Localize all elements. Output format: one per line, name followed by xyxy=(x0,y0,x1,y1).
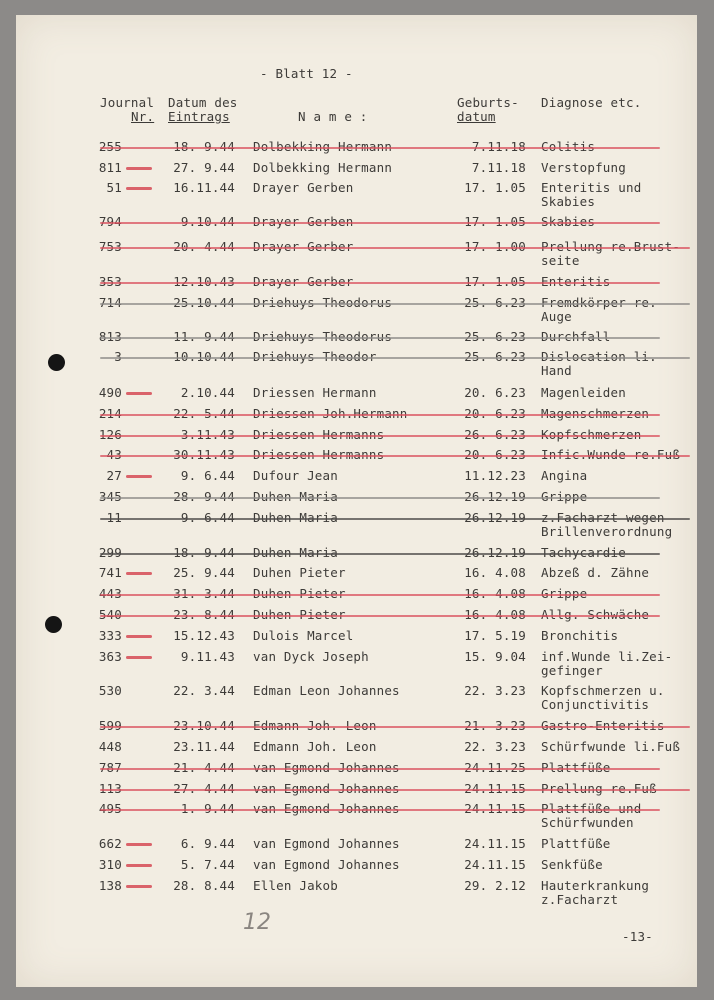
patient-name: Edman Leon Johannes xyxy=(253,683,400,698)
birth-date: 11.12.23 xyxy=(464,468,526,483)
diagnosis-line: Senkfüße xyxy=(541,857,603,872)
birth-date: 17. 1.05 xyxy=(464,180,526,195)
entry-date: 6. 9.44 xyxy=(180,836,235,851)
journal-nr: 530 xyxy=(98,683,122,698)
strike-line xyxy=(100,414,660,416)
red-check-mark xyxy=(126,885,152,888)
journal-nr: 448 xyxy=(98,739,122,754)
diagnosis-line: Hand xyxy=(541,363,572,378)
strike-line xyxy=(100,357,690,359)
journal-nr: 490 xyxy=(98,385,122,400)
strike-line xyxy=(100,615,660,617)
red-check-mark xyxy=(126,864,152,867)
birth-date: 16. 4.08 xyxy=(464,565,526,580)
diagnosis-line: gefinger xyxy=(541,663,603,678)
red-check-mark xyxy=(126,167,152,170)
birth-date: 24.11.15 xyxy=(464,857,526,872)
red-check-mark xyxy=(126,572,152,575)
header-geburt-1: Geburts- xyxy=(457,95,519,110)
entry-date: 9.11.43 xyxy=(180,649,235,664)
diagnosis-line: Kopfschmerzen u. xyxy=(541,683,665,698)
entry-date: 22. 3.44 xyxy=(173,683,235,698)
birth-date: 22. 3.23 xyxy=(464,683,526,698)
strike-line xyxy=(100,455,690,457)
diagnosis-line: Bronchitis xyxy=(541,628,619,643)
patient-name: Dulois Marcel xyxy=(253,628,354,643)
header-datum-1: Datum des xyxy=(168,95,238,110)
entry-date: 27. 9.44 xyxy=(173,160,235,175)
patient-name: Ellen Jakob xyxy=(253,878,338,893)
journal-nr: 27 xyxy=(106,468,122,483)
journal-nr: 363 xyxy=(98,649,122,664)
birth-date: 17. 5.19 xyxy=(464,628,526,643)
strike-line xyxy=(100,497,660,499)
red-check-mark xyxy=(126,187,152,190)
punch-hole xyxy=(48,354,65,371)
patient-name: Dufour Jean xyxy=(253,468,338,483)
strike-line xyxy=(100,518,690,520)
patient-name: Drayer Gerben xyxy=(253,180,354,195)
birth-date: 22. 3.23 xyxy=(464,739,526,754)
diagnosis-line: seite xyxy=(541,253,580,268)
header-datum-2: Eintrags xyxy=(168,109,230,124)
strike-line xyxy=(100,809,660,811)
header-geburt-2: datum xyxy=(457,109,496,124)
entry-date: 23.11.44 xyxy=(173,739,235,754)
patient-name: Edmann Joh. Leon xyxy=(253,739,377,754)
header-diagnose: Diagnose etc. xyxy=(541,95,642,110)
diagnosis-line: Magenleiden xyxy=(541,385,626,400)
journal-nr: 51 xyxy=(106,180,122,195)
journal-nr: 138 xyxy=(98,878,122,893)
strike-line xyxy=(100,147,660,149)
diagnosis-line: z.Facharzt xyxy=(541,892,619,907)
patient-name: Driessen Hermann xyxy=(253,385,377,400)
page-number: -13- xyxy=(622,929,653,944)
header-name: N a m e : xyxy=(298,109,368,124)
journal-nr: 811 xyxy=(98,160,122,175)
strike-line xyxy=(100,435,660,437)
birth-date: 20. 6.23 xyxy=(464,385,526,400)
birth-date: 7.11.18 xyxy=(471,160,526,175)
red-check-mark xyxy=(126,843,152,846)
strike-line xyxy=(100,337,660,339)
pencil-note: 12 xyxy=(243,910,271,935)
entry-date: 16.11.44 xyxy=(173,180,235,195)
header-journal-1: Journal xyxy=(100,95,155,110)
red-check-mark xyxy=(126,635,152,638)
header-journal-2: Nr. xyxy=(131,109,155,124)
entry-date: 2.10.44 xyxy=(180,385,235,400)
strike-line xyxy=(100,282,660,284)
birth-date: 15. 9.04 xyxy=(464,649,526,664)
journal-nr: 662 xyxy=(98,836,122,851)
patient-name: van Egmond Johannes xyxy=(253,857,400,872)
diagnosis-line: Enteritis und xyxy=(541,180,642,195)
diagnosis-line: Brillenverordnung xyxy=(541,524,673,539)
journal-nr: 741 xyxy=(98,565,122,580)
diagnosis-line: Schürfwunden xyxy=(541,815,634,830)
diagnosis-line: Angina xyxy=(541,468,588,483)
strike-line xyxy=(100,594,660,596)
diagnosis-line: Plattfüße xyxy=(541,836,611,851)
strike-line xyxy=(100,247,690,249)
strike-line xyxy=(100,726,690,728)
patient-name: Dolbekking Hermann xyxy=(253,160,393,175)
red-check-mark xyxy=(126,392,152,395)
red-check-mark xyxy=(126,475,152,478)
strike-line xyxy=(100,768,660,770)
entry-date: 28. 8.44 xyxy=(173,878,235,893)
birth-date: 24.11.15 xyxy=(464,836,526,851)
birth-date: 29. 2.12 xyxy=(464,878,526,893)
patient-name: van Egmond Johannes xyxy=(253,836,400,851)
entry-date: 9. 6.44 xyxy=(180,468,235,483)
strike-line xyxy=(100,303,690,305)
patient-name: Duhen Pieter xyxy=(253,565,346,580)
entry-date: 5. 7.44 xyxy=(180,857,235,872)
journal-nr: 333 xyxy=(98,628,122,643)
diagnosis-line: inf.Wunde li.Zei- xyxy=(541,649,673,664)
diagnosis-line: Auge xyxy=(541,309,572,324)
diagnosis-line: Schürfwunde li.Fuß xyxy=(541,739,681,754)
diagnosis-line: Conjunctivitis xyxy=(541,697,650,712)
page-title: - Blatt 12 - xyxy=(260,66,353,81)
strike-line xyxy=(100,553,660,555)
diagnosis-line: Skabies xyxy=(541,194,596,209)
entry-date: 25. 9.44 xyxy=(173,565,235,580)
red-check-mark xyxy=(126,656,152,659)
diagnosis-line: Hauterkrankung xyxy=(541,878,650,893)
diagnosis-line: Abzeß d. Zähne xyxy=(541,565,650,580)
punch-hole xyxy=(45,616,62,633)
entry-date: 15.12.43 xyxy=(173,628,235,643)
strike-line xyxy=(100,789,690,791)
diagnosis-line: Verstopfung xyxy=(541,160,626,175)
strike-line xyxy=(100,222,660,224)
journal-nr: 310 xyxy=(98,857,122,872)
patient-name: van Dyck Joseph xyxy=(253,649,369,664)
